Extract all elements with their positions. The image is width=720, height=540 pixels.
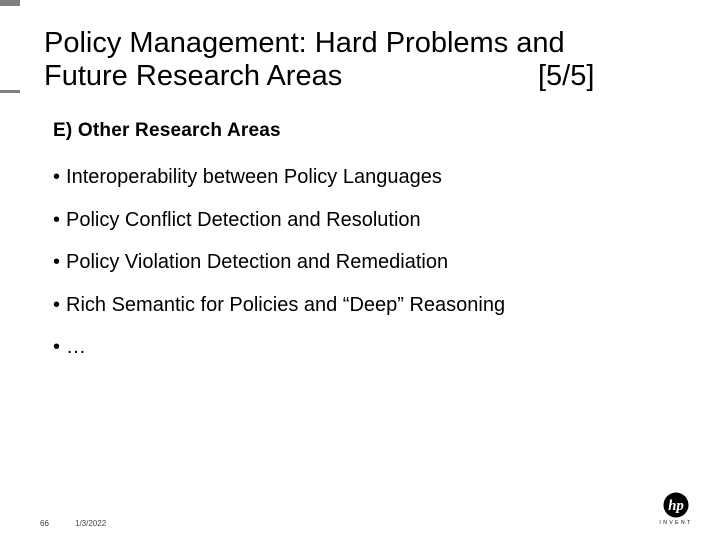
title-line-2: Future Research Areas <box>44 60 343 92</box>
bullet-text: Rich Semantic for Policies and “Deep” Reasoning <box>66 293 506 316</box>
bullet-icon: • <box>53 166 61 188</box>
list-item <box>53 292 505 335</box>
title-rule <box>0 90 20 93</box>
bullet-icon: • <box>53 336 61 358</box>
footer-date: 1/3/2022 <box>75 519 107 528</box>
bullet-text: Policy Violation Detection and Remediation <box>66 251 449 273</box>
list-item <box>53 334 505 377</box>
bullet-icon: • <box>53 208 61 231</box>
bullet-list <box>53 164 505 377</box>
title-line-2-wrap <box>44 60 644 93</box>
top-rule <box>0 0 20 6</box>
list-item <box>53 249 505 292</box>
hp-logo-text: hp <box>668 498 684 514</box>
bullet-text: Policy Conflict Detection and Resolution <box>66 208 421 231</box>
slide-title <box>44 27 644 93</box>
hp-logo-tagline: INVENT <box>659 520 693 526</box>
hp-logo-icon <box>656 492 696 526</box>
bullet-icon: • <box>53 293 61 316</box>
title-pager: [5/5] <box>538 60 595 92</box>
list-item <box>53 164 505 207</box>
slide-number: 66 <box>40 519 49 528</box>
bullet-text: Interoperability between Policy Languages <box>66 166 442 188</box>
section-heading: E) Other Research Areas <box>53 120 281 141</box>
bullet-icon: • <box>53 251 61 273</box>
bullet-text: … <box>66 336 87 358</box>
list-item <box>53 207 505 250</box>
title-line-1: Policy Management: Hard Problems and <box>44 27 565 59</box>
